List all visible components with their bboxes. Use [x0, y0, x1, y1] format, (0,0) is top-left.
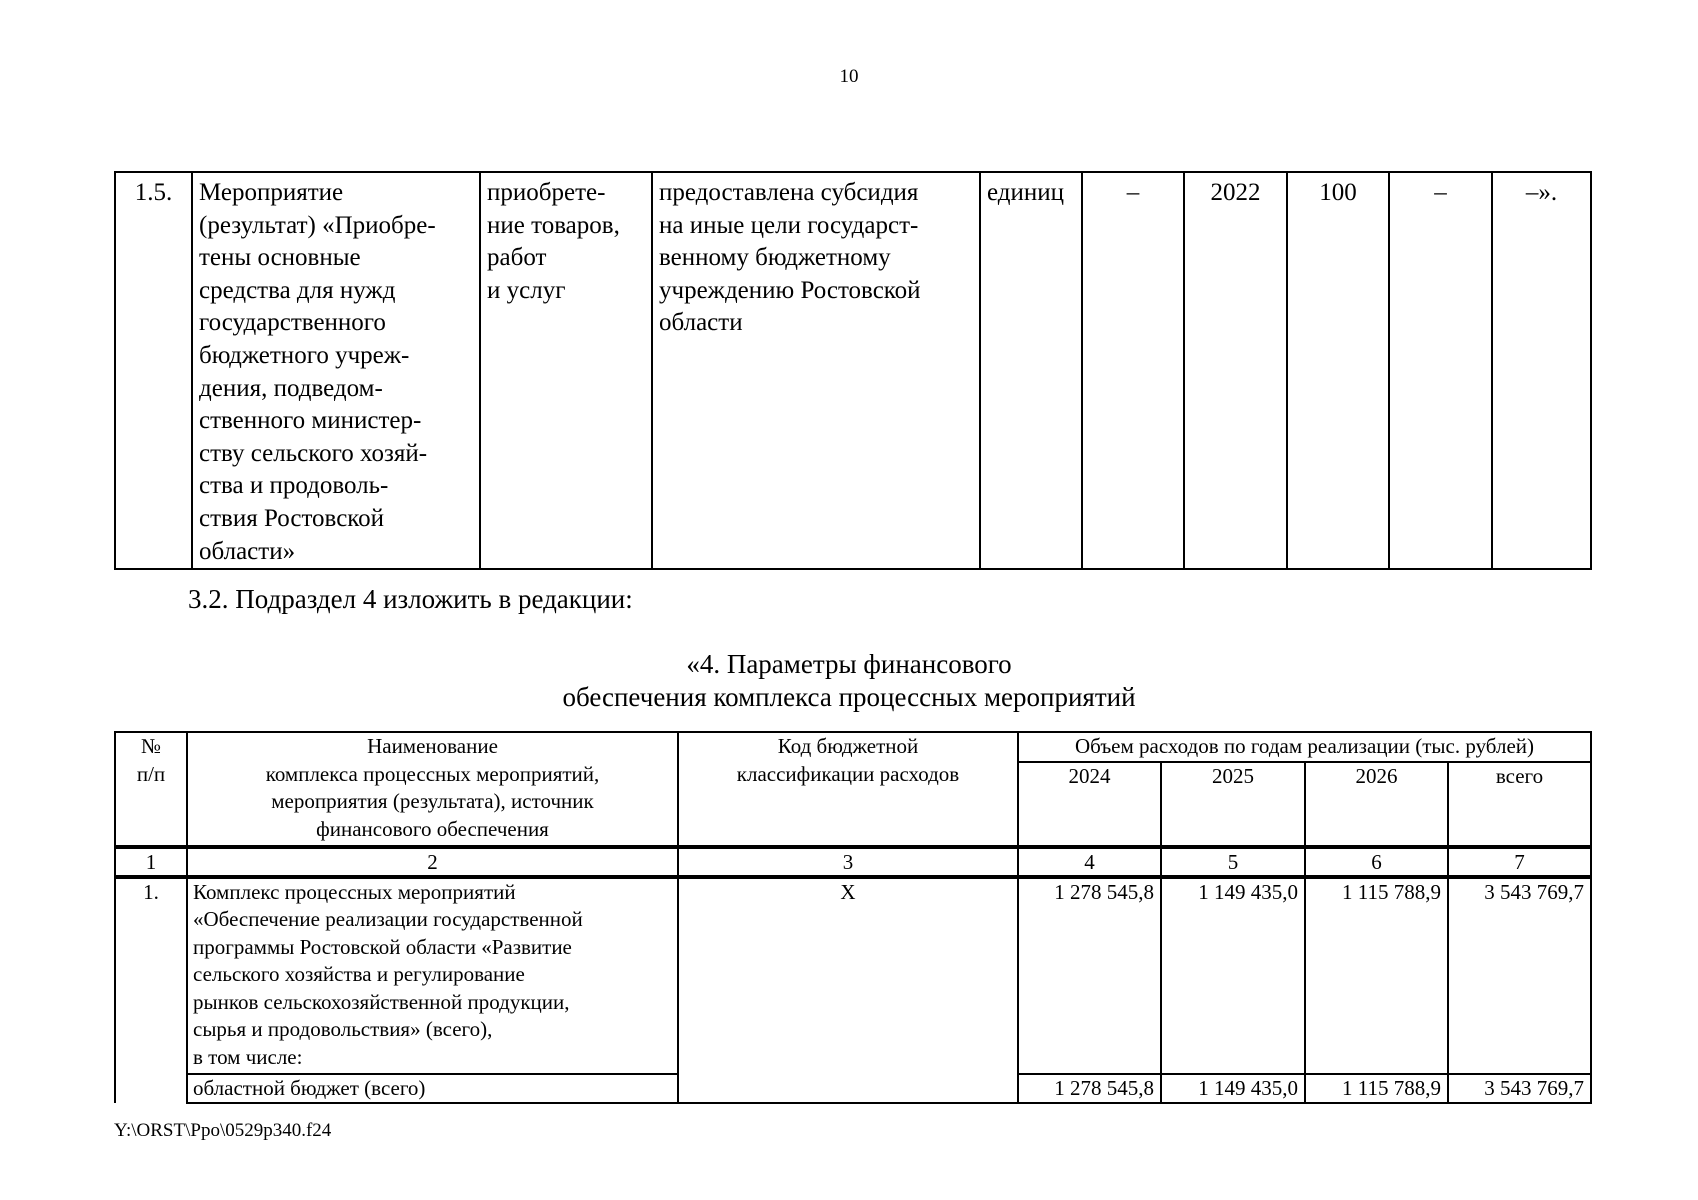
activity-unit: единиц [980, 172, 1082, 569]
header-number-line: № [140, 734, 162, 758]
activity-name-line: ственного министер- [199, 407, 422, 435]
column-number: 4 [1018, 847, 1161, 877]
header-number [115, 732, 187, 847]
row-value-2026: 1 115 788,9 [1305, 877, 1448, 1074]
activity-characteristic [652, 172, 980, 569]
activity-cell-7: 2022 [1184, 172, 1287, 569]
header-year-2025: 2025 [1161, 762, 1305, 847]
row-value-2025: 1 149 435,0 [1161, 1074, 1305, 1104]
row-name-line: программы Ростовской области «Развитие [193, 934, 572, 959]
column-number: 5 [1161, 847, 1305, 877]
activity-type-line: ние товаров, [487, 211, 620, 239]
table-row [115, 877, 1591, 1074]
row-name-line: Комплекс процессных мероприятий [193, 879, 516, 904]
activity-name-line: ству сельского хозяй- [199, 439, 428, 467]
activity-name-line: средства для нужд [199, 276, 396, 304]
activity-name-line: (результат) «Приобре- [199, 211, 436, 239]
activity-type-line: работ [487, 244, 547, 272]
header-code-line: Код бюджетной [777, 734, 919, 758]
header-volume: Объем расходов по годам реализации (тыс. рублей) [1018, 732, 1591, 762]
row-name-line: сырья и продовольствия» (всего), [193, 1017, 493, 1041]
row-code: Х [678, 877, 1018, 1104]
activity-name-line: государственного [199, 309, 386, 337]
section-title-line-1: «4. Параметры финансового [686, 649, 1012, 679]
activity-characteristic-line: области [659, 309, 743, 337]
header-name [187, 732, 678, 847]
activity-cell-6: – [1082, 172, 1184, 569]
row-value-2025: 1 149 435,0 [1161, 877, 1305, 1074]
row-value-2024: 1 278 545,8 [1018, 1074, 1161, 1104]
activity-name-line: Мероприятие [199, 179, 344, 206]
finance-table [114, 731, 1592, 1104]
column-number: 1 [115, 847, 187, 877]
activity-name-line: тены основные [199, 244, 361, 272]
row-name [187, 877, 678, 1074]
activity-characteristic-line: учреждению Ростовской [659, 276, 921, 304]
section-title-line-2: обеспечения комплекса процессных мероприятий [562, 682, 1136, 712]
row-value-2026: 1 115 788,9 [1305, 1074, 1448, 1104]
header-code [678, 732, 1018, 847]
activity-characteristic-line: предоставлена субсидия [659, 179, 919, 206]
header-name-line: мероприятия (результата), источник [271, 789, 594, 813]
activity-name-line: ствия Ростовской [199, 504, 385, 532]
column-number: 3 [678, 847, 1018, 877]
row-name-line: «Обеспечение реализации государственной [193, 907, 583, 931]
activity-name-line: области» [199, 537, 296, 565]
activity-name-line: ства и продоволь- [199, 472, 389, 500]
activity-name-line: бюджетного учреж- [199, 341, 410, 369]
row-value-total: 3 543 769,7 [1448, 1074, 1591, 1104]
header-row [115, 732, 1591, 762]
header-year-total: всего [1448, 762, 1591, 847]
activity-table [114, 171, 1592, 570]
header-year-2024: 2024 [1018, 762, 1161, 847]
column-number: 2 [187, 847, 678, 877]
row-name: областной бюджет (всего) [187, 1074, 678, 1104]
activity-characteristic-line: на иные цели государст- [659, 211, 919, 239]
row-value-total: 3 543 769,7 [1448, 877, 1591, 1074]
activity-characteristic-line: венному бюджетному [659, 244, 891, 272]
column-numbers-row [115, 847, 1591, 877]
header-name-line: Наименование [367, 734, 498, 758]
header-year-2026: 2026 [1305, 762, 1448, 847]
header-code-line: классификации расходов [736, 761, 960, 786]
activity-name-line: дения, подведом- [199, 374, 383, 402]
activity-cell-8: 100 [1287, 172, 1389, 569]
activity-cell-10: –». [1492, 172, 1591, 569]
section-title [0, 648, 1698, 714]
column-number: 6 [1305, 847, 1448, 877]
instruction-text: 3.2. Подраздел 4 изложить в редакции: [188, 584, 633, 614]
header-number-line: п/п [136, 761, 166, 786]
activity-row [115, 172, 1591, 569]
row-name-line: в том числе: [193, 1044, 303, 1069]
activity-type [480, 172, 652, 569]
footer-file-path: Y:\ORST\Ppo\0529p340.f24 [114, 1120, 332, 1141]
header-name-line: комплекса процессных мероприятий, [265, 761, 600, 786]
row-number: 1. [115, 877, 187, 1104]
activity-cell-9: – [1389, 172, 1492, 569]
activity-type-line: приобрете- [487, 179, 606, 206]
row-value-2024: 1 278 545,8 [1018, 877, 1161, 1074]
row-name-line: сельского хозяйства и регулирование [193, 962, 525, 986]
column-number: 7 [1448, 847, 1591, 877]
header-name-line: финансового обеспечения [316, 816, 549, 841]
activity-type-line: и услуг [487, 276, 566, 304]
row-name-line: рынков сельскохозяйственной продукции, [193, 989, 570, 1014]
page-number: 10 [839, 66, 859, 87]
activity-name [192, 172, 480, 569]
activity-number: 1.5. [115, 172, 192, 569]
